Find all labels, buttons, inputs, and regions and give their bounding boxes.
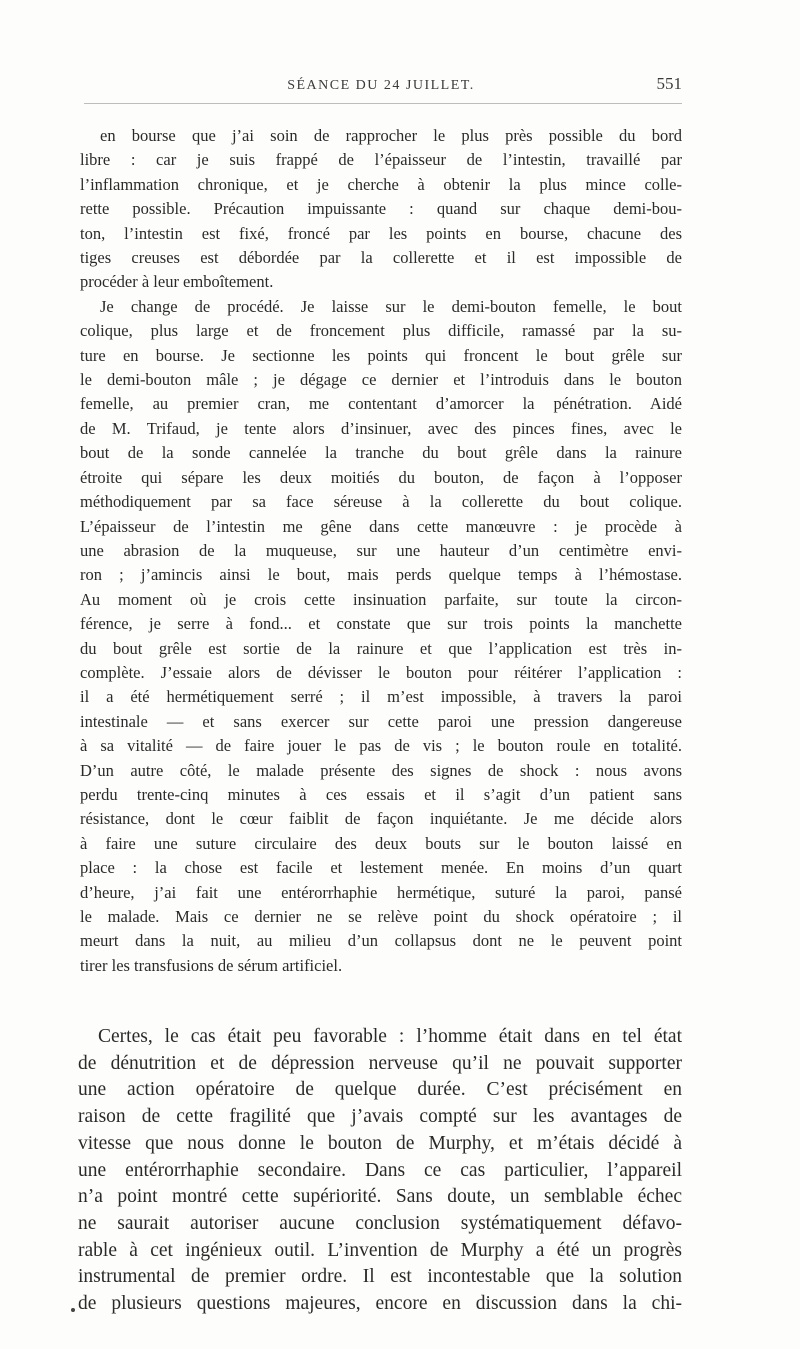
text-line: le malade. Mais ce dernier ne se relève point du shock opératoire ; il — [80, 907, 682, 926]
text-line: de plusieurs questions majeures, encore en discussion dans la chi- — [78, 1293, 682, 1315]
text-line: tiges creuses est débordée par la collerette et il est impossible de — [80, 248, 682, 268]
text-line: rette possible. Précaution impuissante : quand sur chaque demi-bou- — [80, 199, 682, 219]
text-line: résistance, dont le cœur faiblit de façon inquiétante. Je me décide alors — [80, 809, 682, 829]
text-line: ron ; j’amincis ainsi le bout, mais perds quelque temps à l’hémostase. — [80, 565, 682, 585]
text-line: L’épaisseur de l’intestin me gêne dans cette manœuvre : je procède à — [80, 516, 682, 536]
header-rule — [84, 103, 682, 104]
text-line: intestinale — et sans exercer sur cette paroi une pression dangereuse — [80, 711, 682, 731]
text-line: Certes, le cas était peu favorable : l’homme était dans en tel état — [98, 1026, 682, 1047]
text-line: du bout grêle est sortie de la rainure et que l’application est très in- — [80, 638, 682, 658]
text-line: Je change de procédé. Je laisse sur le demi-bouton femelle, le bout — [100, 296, 682, 316]
text-line: ne saurait autoriser aucune conclusion systématiquement défavo- — [78, 1212, 682, 1234]
text-line: libre : car je suis frappé de l’épaisseur de l’intestin, travaillé par — [80, 150, 682, 170]
text-line: une action opératoire de quelque durée. C’est précisément en — [78, 1079, 682, 1101]
large-print-section — [78, 1024, 682, 1318]
small-print-section — [80, 124, 682, 978]
text-line: de M. Trifaud, je tente alors d’insinuer, avec des pinces fines, avec le — [80, 418, 682, 438]
margin-ink-dot — [71, 1308, 75, 1312]
text-line: ture en bourse. Je sectionne les points qui froncent le bout grêle sur — [80, 345, 682, 365]
text-line: procéder à leur emboîtement. — [80, 272, 274, 292]
text-line: en bourse que j’ai soin de rapprocher le plus près possible du bord — [100, 126, 682, 145]
text-line: à sa vitalité — de faire jouer le pas de vis ; le bouton roule en totalité. — [80, 736, 682, 756]
text-line: complète. J’essaie alors de dévisser le bouton pour réitérer l’application : — [80, 662, 682, 682]
text-line: instrumental de premier ordre. Il est incontestable que la solution — [78, 1266, 682, 1288]
text-line: étroite qui sépare les deux moitiés du bouton, de façon à l’opposer — [80, 467, 682, 487]
running-title: SÉANCE DU 24 JUILLET. — [287, 78, 475, 93]
text-line: femelle, au premier cran, me contentant d’amorcer la pénétration. Aidé — [80, 394, 682, 414]
text-line: une abrasion de la muqueuse, sur une hauteur d’un centimètre envi- — [80, 540, 682, 560]
text-line: colique, plus large et de froncement plus difficile, ramassé par la su- — [80, 321, 682, 341]
text-line: vitesse que nous donne le bouton de Murphy, et m’étais décidé à — [78, 1132, 682, 1154]
text-line: méthodiquement par sa face séreuse à la collerette du bout colique. — [80, 492, 682, 512]
text-line: ton, l’intestin est fixé, froncé par les points en bourse, chacune des — [80, 223, 682, 243]
text-line: d’heure, j’ai fait une entérorrhaphie hermétique, suturé la paroi, pansé — [80, 882, 682, 902]
page-number: 551 — [656, 74, 682, 93]
text-line: de dénutrition et de dépression nerveuse qu’il ne pouvait supporter — [78, 1052, 682, 1074]
text-line: place : la chose est facile et lestement menée. En moins d’un quart — [80, 858, 682, 878]
text-line: perdu trente-cinq minutes à ces essais et il s’agit d’un patient sans — [80, 784, 682, 804]
text-line: rable à cet ingénieux outil. L’invention de Murphy a été un progrès — [78, 1239, 682, 1261]
text-line: bout de la sonde cannelée la tranche du bout grêle dans la rainure — [80, 443, 682, 463]
text-line: l’inflammation chronique, et je cherche à obtenir la plus mince colle- — [80, 174, 682, 194]
text-line: le demi-bouton mâle ; je dégage ce dernier et l’introduis dans le bouton — [80, 370, 682, 390]
text-line: n’a point montré cette supériorité. Sans doute, un semblable échec — [78, 1186, 682, 1208]
text-line: Au moment où je crois cette insinuation parfaite, sur toute la circon- — [80, 589, 682, 609]
running-head — [80, 74, 682, 98]
text-line: raison de cette fragilité que j’avais compté sur les avantages de — [78, 1106, 682, 1128]
text-line: une entérorrhaphie secondaire. Dans ce cas particulier, l’appareil — [78, 1159, 682, 1181]
text-line: il a été hermétiquement serré ; il m’est impossible, à travers la paroi — [80, 687, 682, 707]
text-line: férence, je serre à fond... et constate que sur trois points la manchette — [80, 614, 682, 634]
text-line: tirer les transfusions de sérum artificiel. — [80, 955, 343, 975]
text-line: meurt dans la nuit, au milieu d’un collapsus dont ne le peuvent point — [80, 931, 682, 951]
text-line: D’un autre côté, le malade présente des signes de shock : nous avons — [80, 760, 682, 780]
text-line: à faire une suture circulaire des deux bouts sur le bouton laissé en — [80, 833, 682, 853]
